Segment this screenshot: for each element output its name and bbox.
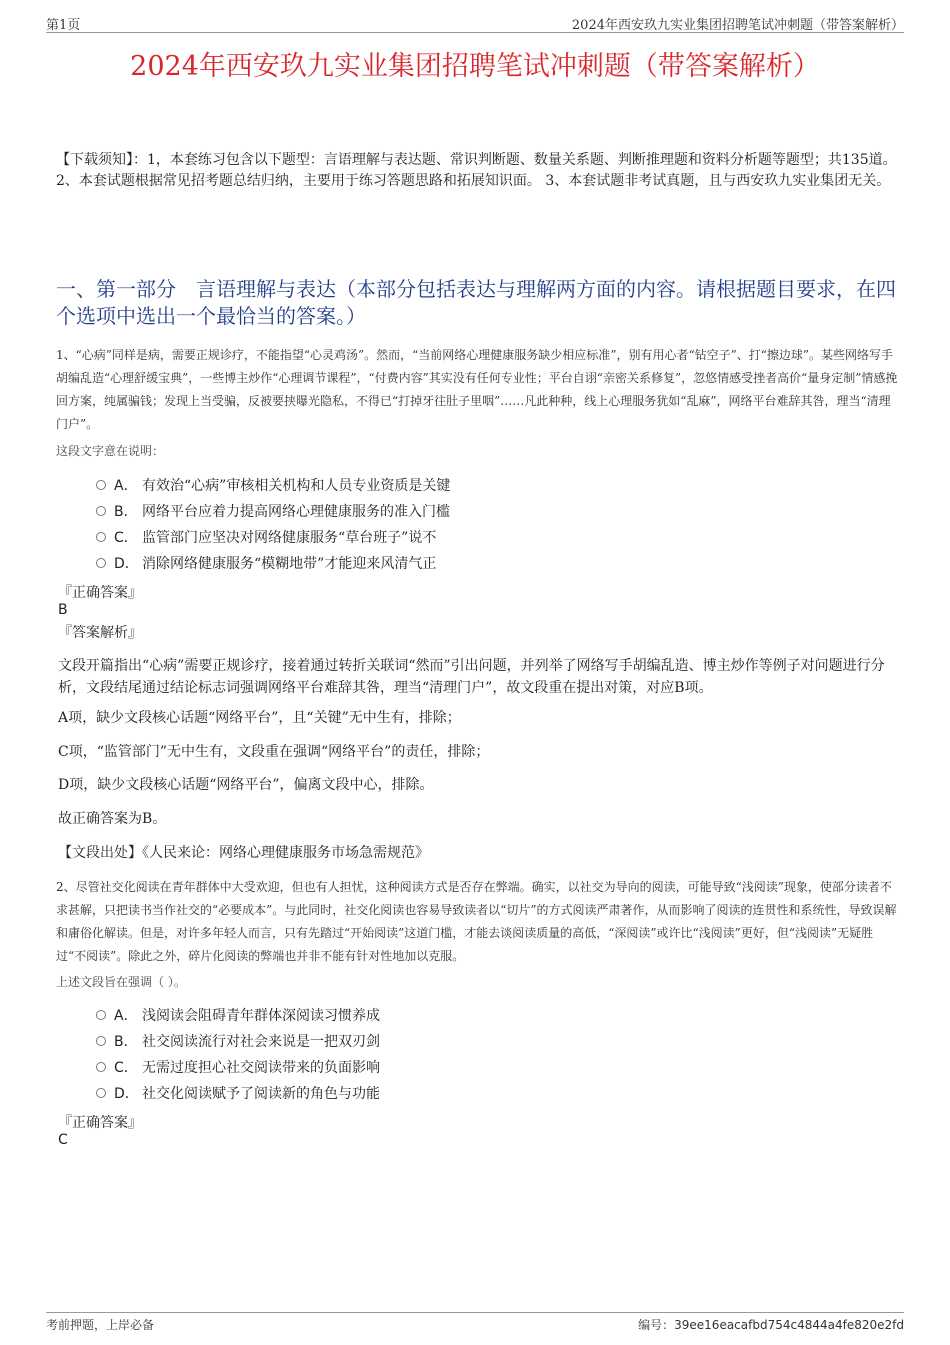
radio-icon[interactable] xyxy=(96,1088,106,1098)
q1-conclusion: 故正确答案为B。 xyxy=(58,811,167,827)
q2-option-d[interactable]: D． 社交化阅读赋予了阅读新的角色与功能 xyxy=(96,1084,380,1104)
q2-answer-label: 『正确答案』 xyxy=(58,1115,142,1131)
q1-analysis-c: C项，“监管部门”无中生有，文段重在强调“网络平台”的责任，排除； xyxy=(58,744,490,760)
download-notice: 【下载须知】：1，本套练习包含以下题型：言语理解与表达题、常识判断题、数量关系题、判断推理题和资料分析题等题型；共135道。 2、本套试题根据常见招考题总结归纳，主要用于练习答题思路和拓展知识面。 3、本套试题非考试真题，且与西安玖九实业集团无关。 xyxy=(56,152,897,189)
q2-option-a[interactable]: A． 浅阅读会阻碍青年群体深阅读习惯养成 xyxy=(96,1006,380,1026)
q1-option-a[interactable]: A． 有效治“心病”审核相关机构和人员专业资质是关键 xyxy=(96,476,450,496)
page-footer xyxy=(46,1312,904,1333)
q1-analysis-a: A项，缺少文段核心话题“网络平台”，且“关键”无中生有，排除； xyxy=(58,710,461,726)
q2-answer: C xyxy=(58,1132,68,1148)
header-doc-title: 2024年西安玖九实业集团招聘笔试冲刺题（带答案解析） xyxy=(571,18,904,33)
radio-icon[interactable] xyxy=(96,1062,106,1072)
q1-analysis-label: 『答案解析』 xyxy=(58,625,142,641)
q2-option-b[interactable]: B． 社交阅读流行对社会来说是一把双刃剑 xyxy=(96,1032,380,1052)
footer-code-label: 编号： xyxy=(638,1318,675,1332)
page-number: 第1页 xyxy=(46,18,81,33)
footer-code-wrap xyxy=(638,1316,904,1333)
radio-icon[interactable] xyxy=(96,480,106,490)
q1-answer: B xyxy=(58,602,68,618)
q1-analysis-paragraph: 文段开篇指出“心病”需要正规诊疗，接着通过转折关联词“然而”引出问题，并列举了网络写手胡编乱造、博主炒作等例子对问题进行分析，文段结尾通过结论标志词强调网络平台难辞其咎，理当“清理门户”，故文段重在提出对策，对应B项。 xyxy=(58,658,885,696)
q1-analysis-d: D项，缺少文段核心话题“网络平台”，偏离文段中心，排除。 xyxy=(58,777,434,793)
radio-icon[interactable] xyxy=(96,1010,106,1020)
radio-icon[interactable] xyxy=(96,1036,106,1046)
section-heading: 一、第一部分 言语理解与表达（本部分包括表达与理解两方面的内容。请根据题目要求，在四个选项中选出一个最恰当的答案。） xyxy=(56,277,896,328)
footer-code: 39ee16eacafbd754c4844a4fe820e2fd xyxy=(674,1318,904,1332)
question-2-text: 2、尽管社交化阅读在青年群体中大受欢迎，但也有人担忧，这种阅读方式是否存在弊端。确实，以社交为导向的阅读，可能导致“浅阅读”现象，使部分读者不求甚解，只把读书当作社交的“必要成本”。与此同时，社交化阅读也容易导致读者以“切片”的方式阅读严肃著作，从而影响了阅读的连贯性和系统性，导致误解和庸俗化解读。但是，对许多年轻人而言，只有先踏过“开始阅读”这道门槛，才能去谈阅读质量的高低，“深阅读”或许比“浅阅读”更好，但“浅阅读”无疑胜过“不阅读”。除此之外，碎片化阅读的弊端也并非不能有针对性地加以克服。 xyxy=(56,880,897,963)
q1-option-d[interactable]: D． 消除网络健康服务“模糊地带”才能迎来风清气正 xyxy=(96,554,436,574)
page-header xyxy=(46,14,904,33)
q1-source: 【文段出处】《人民来论：网络心理健康服务市场急需规范》 xyxy=(58,845,429,861)
radio-icon[interactable] xyxy=(96,558,106,568)
question-1-text: 1、“心病”同样是病，需要正规诊疗，不能指望“心灵鸡汤”。然而，“当前网络心理健康服务缺少相应标准”，别有用心者“钻空子”、打“擦边球”。某些网络写手胡编乱造“心理舒缓宝典”，一些博主炒作“心理调节课程”，“付费内容”其实没有任何专业性；平台自诩“亲密关系修复”，忽悠情感受挫者高价“量身定制”情感挽回方案，纯属骗钱；发现上当受骗，反被要挟曝光隐私，不得已“打掉牙往肚子里咽”……凡此种种，线上心理服务犹如“乱麻”，网络平台难辞其咎，理当“清理门户”。 xyxy=(56,348,898,431)
radio-icon[interactable] xyxy=(96,506,106,516)
page-title: 2024年西安玖九实业集团招聘笔试冲刺题（带答案解析） xyxy=(130,51,820,82)
q1-answer-label: 『正确答案』 xyxy=(58,585,142,601)
q2-option-c[interactable]: C． 无需过度担心社交阅读带来的负面影响 xyxy=(96,1058,380,1078)
q1-option-c[interactable]: C． 监管部门应坚决对网络健康服务“草台班子”说不 xyxy=(96,528,436,548)
q1-option-b[interactable]: B． 网络平台应着力提高网络心理健康服务的准入门槛 xyxy=(96,502,450,522)
footer-slogan: 考前押题，上岸必备 xyxy=(46,1318,155,1332)
question-1-prompt: 这段文字意在说明： xyxy=(56,444,165,458)
radio-icon[interactable] xyxy=(96,532,106,542)
question-2-prompt: 上述文段旨在强调（ ）。 xyxy=(56,975,186,989)
